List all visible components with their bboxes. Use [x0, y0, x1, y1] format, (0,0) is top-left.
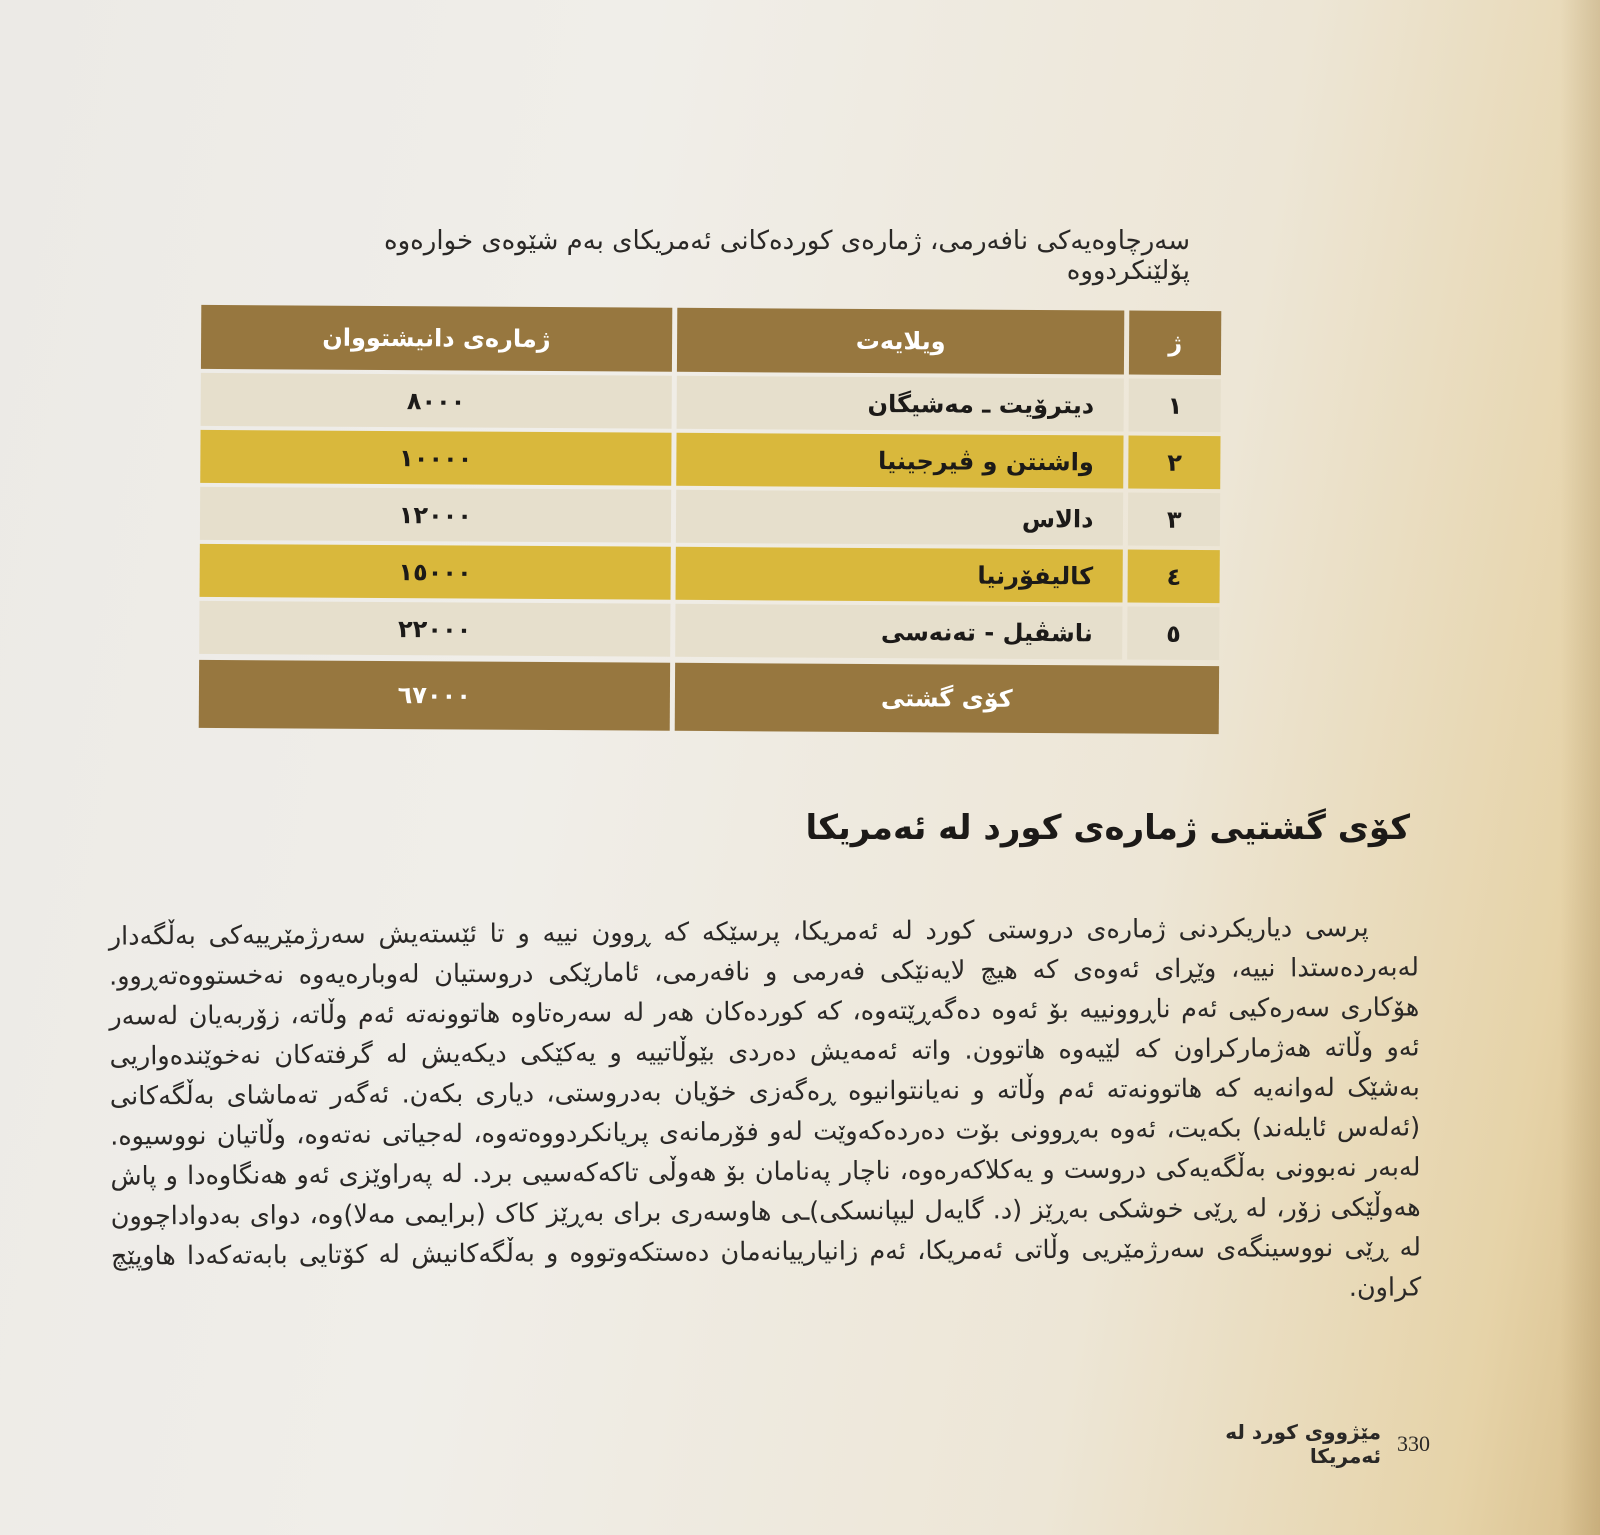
row-state	[676, 490, 1124, 546]
row-state	[676, 376, 1124, 432]
page-edge-shadow	[1560, 0, 1600, 1535]
table-row	[200, 487, 1220, 546]
running-title: مێژووی کورد لە ئەمریکا	[1225, 1420, 1381, 1468]
total-count: ٦٧٠٠٠	[199, 660, 670, 731]
header-state: ویلایەت	[677, 308, 1125, 375]
header-number: ژ	[1129, 311, 1221, 376]
row-state	[675, 547, 1123, 603]
total-label: کۆی گشتی	[674, 663, 1219, 734]
row-number: ١	[1129, 379, 1221, 433]
page-number: 330	[1397, 1431, 1430, 1456]
row-count: ١٢٠٠٠	[200, 487, 671, 543]
intro-text: سەرچاوەیەکی نافەرمی، ژمارەی کوردەکانی ئەمریکای بەم شێوەی خوارەوە پۆلێنکردووە	[383, 226, 1190, 286]
table-total-row	[199, 660, 1219, 734]
page-footer	[1170, 1420, 1430, 1468]
row-count: ١٠٠٠٠	[200, 430, 671, 486]
table-row	[199, 601, 1219, 660]
row-number: ٣	[1128, 493, 1220, 547]
table-row	[200, 430, 1220, 489]
row-state-label: ناشڤیل - تەنەسی	[880, 617, 1093, 647]
section-heading: کۆی گشتیی ژمارەی کورد لە ئەمریکا	[805, 808, 1410, 848]
row-count: ٢٢٠٠٠	[199, 601, 670, 657]
row-state-label: دالاس	[1021, 504, 1094, 533]
row-number: ٥	[1128, 607, 1220, 661]
row-state	[675, 604, 1123, 660]
row-state-label: کالیفۆرنیا	[977, 561, 1094, 590]
table-row	[201, 373, 1221, 432]
row-state-label: دیترۆیت ـ مەشیگان	[867, 389, 1095, 419]
row-state-label: واشنتن و ڤیرجینیا	[878, 446, 1094, 476]
body-paragraph: پرسی دیاریکردنی ژمارەی دروستی کورد لە ئەمریکا، پرسێکە کە ڕوون نییە و تا ئێستەیش سەرژمێرییەکی بەڵگەدار لەبەردەستدا نییە، وێڕای ئەوەی کە هیچ لایەنێکی فەرمی و نافەرمی، ئامارێکی دروستیان لەوبارەیەوە نەخستووەتەڕوو. هۆکاری سەرەکیی ئەم ناڕوونییە بۆ ئەوە دەگەڕێتەوە، کە کوردەکان هەر لە سەرەتاوە هاتوونەتە ئەم وڵاتە، زۆربەیان لەسەر ئەو وڵاتە هەژمارکراون کە لێیەوە هاتوون. واتە ئەمەیش دەردی بێوڵاتییە و یەکێکی دیکەیش لە گرفتەکان نەخوێندەواریی بەشێک لەوانەیە کە هاتوونەتە ئەم وڵاتە و نەیانتوانیوە ڕەگەزی خۆیان بەدروستی، دیاری بکەن. ئەگەر تەماشای بەڵگەکانی (ئەلەس ئایلەند) بکەیت، ئەوە بەڕوونی بۆت دەردەکەوێت لەو فۆرمانەی پریانکردووەتەوە، لەجیاتی نەتەوە، وڵاتیان نووسیوە. لەبەر نەبوونی بەڵگەیەکی دروست و یەکلاکەرەوە، ناچار پەنامان بۆ هەوڵی تاکەکەسیی برد. لە پەراوێزی ئەو هەنگاوەدا و پاش هەوڵێکی زۆر، لە ڕێی خوشکی بەڕێز (د. گایەل لیپانسکی)ـی هاوسەری برای بەڕێز کاک (برایمی مەلا)وە، دوای بەدواداچوون لە ڕێی نووسینگەی سەرژمێریی وڵاتی ئەمریکا، ئەم زانیارییانەمان دەستکەوتووە و بەڵگەکانیش لە کۆتایی بابەتەکەدا هاوپێچ کراون.	[108, 912, 1422, 1303]
header-count: ژمارەی دانیشتووان	[201, 305, 672, 372]
table-row	[200, 544, 1220, 603]
population-table	[199, 305, 1222, 738]
row-number: ٢	[1129, 436, 1221, 490]
row-number: ٤	[1128, 550, 1220, 604]
row-count: ٨٠٠٠	[201, 373, 672, 429]
table-header-row	[201, 305, 1221, 375]
body-text-block	[109, 907, 1422, 1316]
row-count: ١٥٠٠٠	[200, 544, 671, 600]
row-state	[676, 433, 1124, 489]
